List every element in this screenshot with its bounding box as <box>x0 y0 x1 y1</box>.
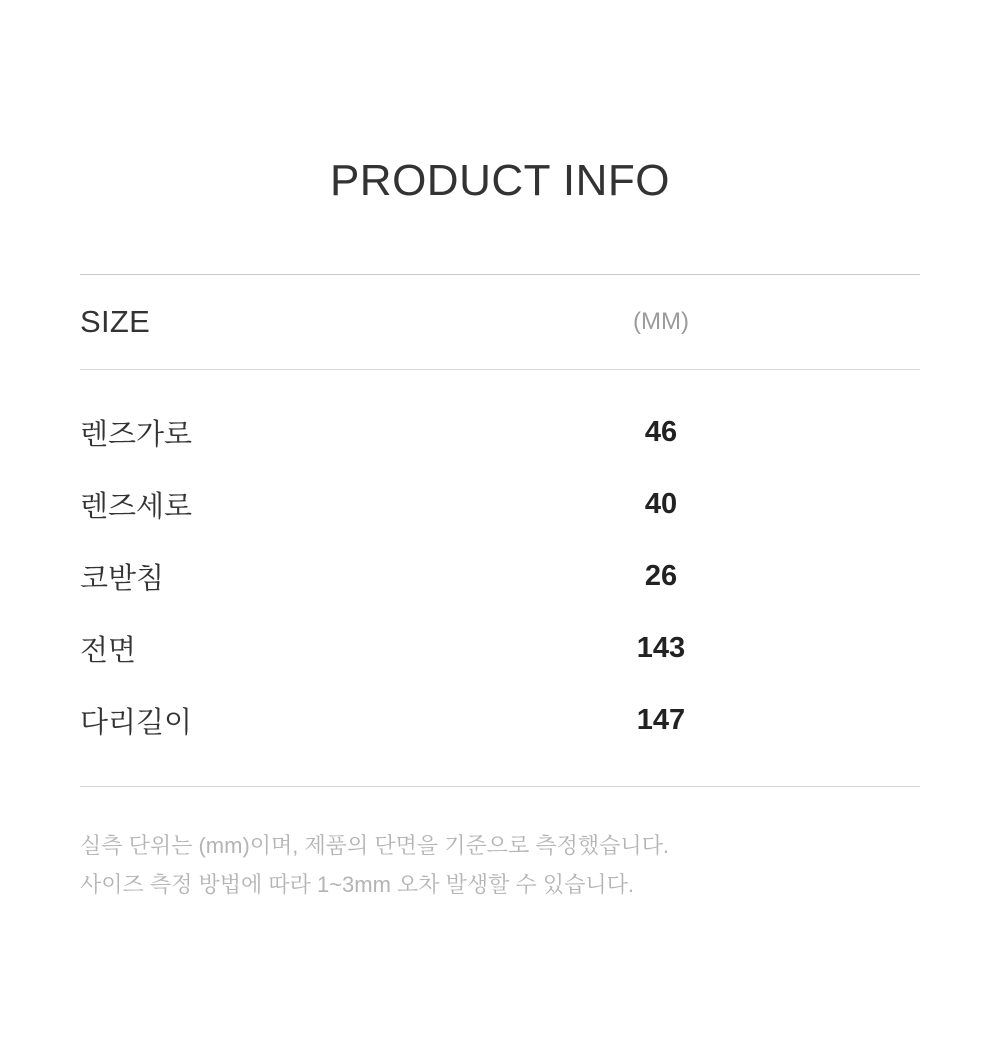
measurement-notes <box>80 827 920 904</box>
table-cell-value <box>580 416 920 449</box>
table-header-row <box>80 275 920 369</box>
table-row <box>80 612 920 684</box>
note-line-1: 실측 단위는 (mm)이며, 제품의 단면을 기준으로 측정했습니다. <box>80 833 670 858</box>
table-header-unit-cell <box>580 308 920 336</box>
row-label: 렌즈가로 <box>80 418 193 451</box>
table-row <box>80 396 920 468</box>
table-body <box>80 370 920 786</box>
table-header-label-cell <box>80 304 580 340</box>
table-cell-value <box>580 632 920 665</box>
page-title: PRODUCT INFO <box>329 156 671 205</box>
table-cell-value <box>580 704 920 737</box>
table-row <box>80 468 920 540</box>
row-label: 전면 <box>80 634 137 667</box>
size-table <box>80 274 920 787</box>
table-cell-value <box>580 488 920 521</box>
table-cell-label <box>80 412 580 453</box>
row-label: 렌즈세로 <box>80 490 193 523</box>
row-label: 코받침 <box>80 562 165 595</box>
row-value: 143 <box>636 631 686 664</box>
size-column-header: SIZE <box>80 304 151 339</box>
note-line-2: 사이즈 측정 방법에 따라 1~3mm 오차 발생할 수 있습니다. <box>80 871 635 897</box>
unit-column-header: (MM) <box>633 308 689 335</box>
table-cell-label <box>80 700 580 741</box>
table-cell-label <box>80 484 580 525</box>
table-cell-label <box>80 556 580 597</box>
row-value: 46 <box>644 415 678 448</box>
table-row <box>80 684 920 756</box>
table-row <box>80 540 920 612</box>
table-cell-label <box>80 628 580 669</box>
row-value: 147 <box>636 703 686 736</box>
row-value: 26 <box>644 559 678 592</box>
table-bottom-divider <box>80 786 920 787</box>
table-cell-value <box>580 560 920 593</box>
row-value: 40 <box>644 487 678 520</box>
row-label: 다리길이 <box>80 706 193 739</box>
